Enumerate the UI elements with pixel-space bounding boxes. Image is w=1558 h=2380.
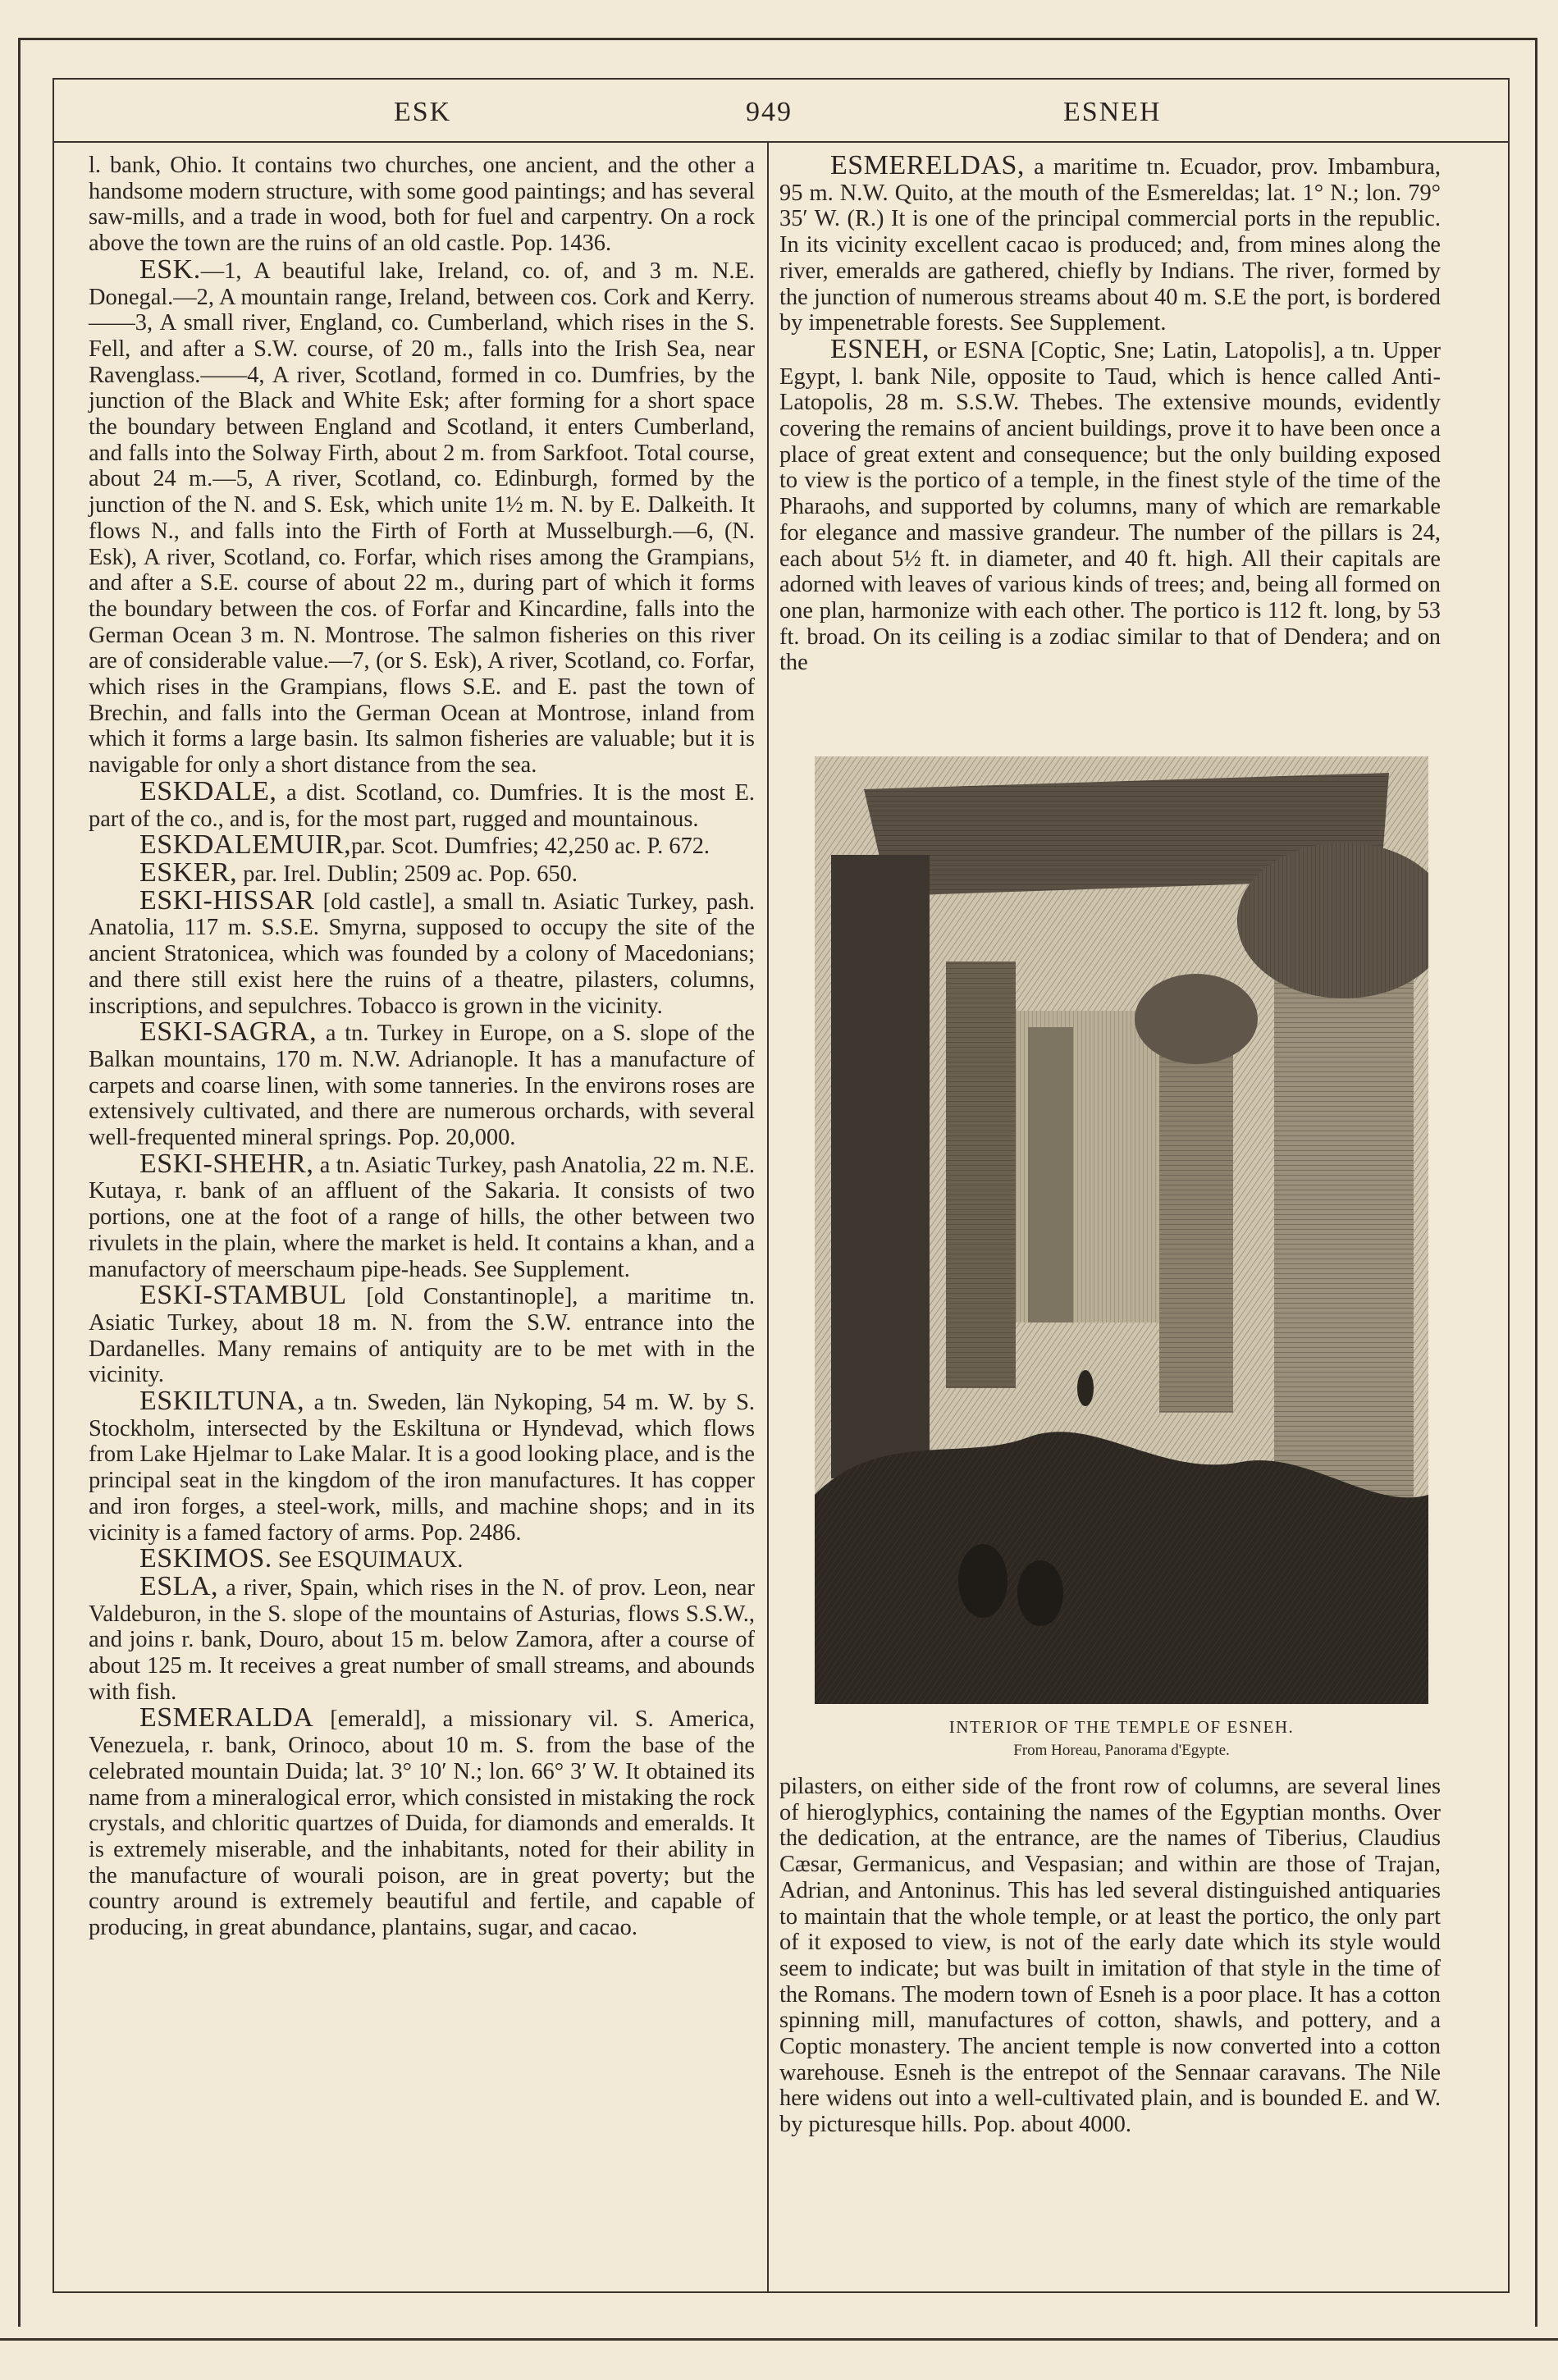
entry-headword: ESKI-SAGRA, [139,1016,318,1048]
entry-eskdalemuir [89,829,755,861]
outer-frame-top [18,38,1537,40]
entry-text: a river, Spain, which rises in the N. of prov. Leon, near Valdeburon, in the S. slope of the mountains of Asturias, flows S.S.W., and joins r. bank, Douro, about 15 m. below Zamora, after a course of about 125 m. It receives a great number of small streams, and abounds with fish. [89,1574,755,1705]
entry-text: l. bank, Ohio. It contains two churches, one ancient, and the other a handsome modern structure, with some good paintings; and has several saw-mills, and a trade in wood, both for fuel and carpentry. On a rock above the town are the ruins of an old castle. Pop. 1436. [89,153,755,257]
figure-credit: From Horeau, Panorama d'Egypte. [1013,1742,1230,1759]
entry-eski-sagra [89,1016,755,1151]
entry-headword: ESMERELDAS, [830,150,1025,180]
inner-frame-bottom [53,2291,1510,2293]
running-head-right: ESNEH [1063,97,1162,127]
entry-headword: ESKDALE, [139,775,277,806]
column-divider [767,143,769,2291]
entry-esla [89,1570,755,1706]
entry-text: par. Irel. Dublin; 2509 ac. Pop. 650. [237,861,578,887]
entry-esmeralda [89,1702,755,1941]
entry-headword: ESKILTUNA, [139,1386,305,1417]
entry-headword: ESKI-STAMBUL [139,1280,347,1311]
entry-esmereldas [779,150,1441,336]
running-head-left: ESK [394,97,452,127]
entry-text: a dist. Scotland, co. Dumfries. It is the most E. part of the co., and is, for the most part, rugged and mountainous. [89,779,755,832]
entry-text: [old castle], a small tn. Asiatic Turkey, pash. Anatolia, 117 m. S.S.E. Smyrna, supposed to occupy the site of the ancient Stratonicea, which was founded by a colony of Macedonians; and there still exist here the ruins of a theatre, pilasters, columns, inscriptions, and sepulchres. Tobacco is grown in the vicinity. [89,889,755,1019]
entry-text: or ESNA [Coptic, Sne; Latin, Latopolis], a tn. Upper Egypt, l. bank Nile, opposite to Taud, which is hence called Anti-Latopolis, 28 m. S.S.W. Thebes. The extensive mounds, evidently covering the remains of ancient buildings, prove it to have been once a place of great extent and consequence; but the only building exposed to view is the portico of a temple, in the finest style of the time of the Pharaohs, and supported by columns, many of which are remarkable for elegance and massive grandeur. The number of the pillars is 24, each about 5½ ft. in diameter, and 40 ft. high. All their capitals are adorned with leaves of various kinds of trees; and, being all formed on one plan, harmonize with each other. The portico is 112 ft. long, by 53 ft. broad. On its ceiling is a zodiac similar to that of Dendera; and on the [779,337,1441,676]
entry-headword: ESNEH, [830,333,930,364]
entry-headword: ESKER, [139,857,238,888]
entry-text: —1, A beautiful lake, Ireland, co. of, and 3 m. N.E. Donegal.—2, A mountain range, Ireland, between cos. Cork and Kerry.——3, A small river, England, co. Cumberland, which rises in the S. Fell, and after a S.W. course, of 20 m., falls into the Irish Sea, near Ravenglass.——4, A river, Scotland, formed in co. Dumfries, by the junction of the Black and White Esk; after forming for a short space the boundary between England and Scotland, it enters Cumberland, and falls into the Solway Firth, about 2 m. from Sarkfoot. Total course, about 24 m.—5, A river, Scotland, co. Edinburgh, formed by the junction of the N. and S. Esk, which unite 1½ m. N. by E. Dalkeith. It flows N., and falls into the Firth of Forth at Musselburgh.—6, (N. Esk), A river, Scotland, co. Forfar, which rises among the Grampians, and after a S.E. course of about 22 m., during part of which it forms the boundary between the cos. of Forfar and Kincardine, falls into the German Ocean 3 m. N. Montrose. The salmon fisheries on this river are of considerable value.—7, (or S. Esk), A river, Scotland, co. Forfar, which rises in the Grampians, flows S.E. and E. past the town of Brechin, and falls into the German Ocean at Montrose, inland from which it forms a large basin. Its salmon fisheries are valuable; but it is navigable for only a short distance from the sea. [89,258,755,779]
outer-frame-right [1535,38,1537,2327]
entry-text: [old Constantinople], a maritime tn. Asiatic Turkey, about 18 m. N. from the S.W. entrance into the Dardanelles. Many remains of antiquity are to be met with in the vicinity. [89,1284,755,1388]
entry-eskiltuna [89,1388,755,1546]
entry-text: a maritime tn. Ecuador, prov. Imbambura, 95 m. N.W. Quito, at the mouth of the Esmereldas; lat. 1° N.; lon. 79° 35′ W. (R.) It is one of the principal commercial ports in the republic. In its vicinity excellent cacao is produced; and, from mines along the river, emeralds are gathered, chiefly by Indians. The river, formed by the junction of numerous streams about 40 m. S.E the port, is bordered by impenetrable forests. See Supplement. [779,154,1441,336]
entry-esker [89,857,755,888]
entry-esk [89,254,755,779]
entry-text: [emerald], a missionary vil. S. America, Venezuela, r. bank, Orinoco, about 10 m. S. from the base of the celebrated mountain Duida; lat. 3° 10′ N.; lon. 66° 3′ W. It obtained its name from a mineralogical error, which consisted in mistaking the rock crystals, and chloritic quartzes of Duida, for diamonds and emeralds. It is extremely miserable, and the inhabitants, noted for their ability in the manufacture of wourali poison, are in great poverty; but the country around is extremely beautiful and fertile, and capable of producing, in great abundance, plantains, sugar, and cacao. [89,1706,755,1941]
outer-frame-left [18,38,21,2327]
entry-text: pilasters, on either side of the front row of columns, are several lines of hieroglyphics, containing the names of the Egyptian months. Over the dedication, at the entrance, are the names of Tiberius, Claudius Cæsar, Germanicus, and Vespasian; and within are those of Trajan, Adrian, and Antoninus. This has led several distinguished antiquaries to maintain that the whole temple, or at least the portico, the only part of it exposed to view, is not of the early date which its style would seem to indicate; but was built in imitation of that style in the time of the Romans. The modern town of Esneh is a poor place. It has a cotton spinning mill, manufactures of cotton, shawls, and pottery, and a Coptic monastery. The ancient temple is now converted into a cotton warehouse. Esneh is the entrepot of the Sennaar caravans. The Nile here widens out into a well-cultivated plain, and is bounded E. and W. by picturesque hills. Pop. about 4000. [779,1774,1441,2138]
entry-text: par. Scot. Dumfries; 42,250 ac. P. 672. [351,834,710,860]
entry-headword: ESKI-HISSAR [139,884,315,916]
right-column-bottom [779,1774,1441,2138]
entry-eskimos [89,1543,755,1574]
entry-headword: ESKI-SHEHR, [139,1148,314,1179]
entry-text: a tn. Asiatic Turkey, pash Anatolia, 22 m. N.E. Kutaya, r. bank of an affluent of the Sakaria. It consists of two portions, one at the foot of a range of hills, the other between two rivulets in the plain, where the market is held. It contains a khan, and a manufactory of meerschaum pipe-heads. See Supplement. [89,1152,755,1282]
entry-eskdale [89,775,755,832]
entry-esneh [779,333,1441,676]
entry-text: See ESQUIMAUX. [272,1547,464,1574]
entry-eski-hissar [89,884,755,1020]
inner-frame-top [53,78,1510,80]
entry-headword: ESMERALDA [139,1702,314,1734]
entry-headword: ESK. [139,254,201,285]
entry-eski-shehr [89,1148,755,1283]
page-number: 949 [746,97,793,127]
entry-headword: ESKDALEMUIR, [139,829,352,861]
entry-headword: ESLA, [139,1570,218,1601]
right-column-top [779,150,1441,676]
esneh-continuation [779,1774,1441,2138]
entry-eski-stambul [89,1282,755,1388]
temple-engraving-illustration [815,756,1428,1704]
inner-frame-left [53,78,54,2293]
left-column [89,153,755,1941]
entry-continuation [89,153,755,257]
entry-text: a tn. Sweden, län Nykoping, 54 m. W. by S. Stockholm, intersected by the Eskiltuna or Hyndevad, which flows from Lake Hjelmar to Lake Malar. It is a good looking place, and is the principal seat in the kingdom of the iron manufactures. It has copper and iron forges, a steel-work, mills, and machine shops; and in its vicinity is a famed factory of arms. Pop. 2486. [89,1390,755,1546]
header-rule [53,141,1510,143]
entry-headword: ESKIMOS. [139,1543,272,1574]
inner-frame-right [1508,78,1510,2293]
entry-text: a tn. Turkey in Europe, on a S. slope of the Balkan mountains, 170 m. N.W. Adrianople. It has a manufacture of carpets and coarse linen, with some tanneries. In the environs roses are extensively cultivated, and there are numerous orchards, with several well-frequented mineral springs. Pop. 20,000. [89,1021,755,1151]
figure-caption: INTERIOR OF THE TEMPLE OF ESNEH. [948,1717,1295,1737]
outer-frame-bottom [0,2338,1558,2341]
